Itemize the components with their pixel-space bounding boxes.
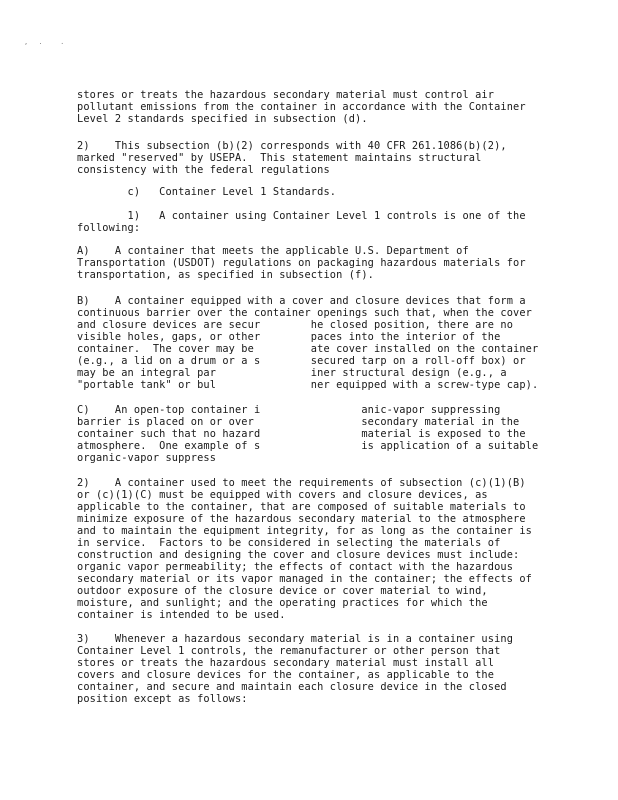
page-corner-mark: , . . — [24, 38, 68, 46]
text-line: stores or treats the hazardous secondary material must control air — [77, 89, 495, 101]
text-line: and closure devices are secur he closed position, there are no — [77, 319, 514, 331]
text-line: 2) This subsection (b)(2) corresponds with 40 CFR 261.1086(b)(2), — [77, 140, 507, 152]
text-line: construction and designing the cover and closure devices must include: — [77, 549, 520, 561]
text-line: "portable tank" or bul ner equipped with a screw-type cap). — [77, 379, 539, 391]
text-line: organic vapor permeability; the effects of contact with the hazardous — [77, 561, 514, 573]
text-line: transportation, as specified in subsection (f). — [77, 269, 375, 281]
text-line: or (c)(1)(C) must be equipped with covers and closure devices, as — [77, 489, 488, 501]
text-line: continuous barrier over the container openings such that, when the cover — [77, 307, 532, 319]
text-line: Level 2 standards specified in subsection (d). — [77, 113, 368, 125]
text-line: secondary material or its vapor managed in the container; the effects of — [77, 573, 532, 585]
text-line: stores or treats the hazardous secondary material must install all — [77, 657, 495, 669]
text-line: Container Level 1 controls, the remanufacturer or other person that — [77, 645, 501, 657]
text-line: container. The cover may be ate cover installed on the container — [77, 343, 539, 355]
text-line: position except as follows: — [77, 693, 248, 705]
text-line: container such that no hazard material is exposed to the — [77, 428, 526, 440]
section-heading: c) Container Level 1 Standards. — [77, 186, 337, 198]
text-line: C) An open-top container i anic-vapor suppressing — [77, 404, 501, 416]
text-line: organic-vapor suppress — [77, 452, 217, 464]
text-line: in service. Factors to be considered in selecting the materials of — [77, 537, 501, 549]
text-line: Transportation (USDOT) regulations on packaging hazardous materials for — [77, 257, 526, 269]
text-line: 2) A container used to meet the requirements of subsection (c)(1)(B) — [77, 477, 526, 489]
text-line: outdoor exposure of the closure device or cover material to wind, — [77, 585, 488, 597]
text-line: 3) Whenever a hazardous secondary material is in a container using — [77, 633, 514, 645]
text-line: marked "reserved" by USEPA. This statement maintains structural — [77, 152, 482, 164]
text-line: may be an integral par iner structural design (e.g., a — [77, 367, 507, 379]
text-line: barrier is placed on or over secondary material in the — [77, 416, 520, 428]
text-line: following: — [77, 222, 141, 234]
text-line: applicable to the container, that are composed of suitable materials to — [77, 501, 526, 513]
text-line: visible holes, gaps, or other paces into the interior of the — [77, 331, 501, 343]
text-line: and to maintain the equipment integrity, for as long as the container is — [77, 525, 532, 537]
text-line: A) A container that meets the applicable U.S. Department of — [77, 245, 469, 257]
text-line: atmosphere. One example of s is application of a suitable — [77, 440, 539, 452]
text-line: moisture, and sunlight; and the operating practices for which the — [77, 597, 488, 609]
text-line: consistency with the federal regulations — [77, 164, 330, 176]
text-line: B) A container equipped with a cover and closure devices that form a — [77, 295, 526, 307]
text-line: 1) A container using Container Level 1 controls is one of the — [77, 210, 526, 222]
text-line: container, and secure and maintain each closure device in the closed — [77, 681, 507, 693]
text-line: pollutant emissions from the container in accordance with the Container — [77, 101, 526, 113]
text-line: container is intended to be used. — [77, 609, 286, 621]
text-line: covers and closure devices for the container, as applicable to the — [77, 669, 495, 681]
text-line: minimize exposure of the hazardous secondary material to the atmosphere — [77, 513, 526, 525]
text-line: (e.g., a lid on a drum or a s secured tarp on a roll-off box) or — [77, 355, 526, 367]
